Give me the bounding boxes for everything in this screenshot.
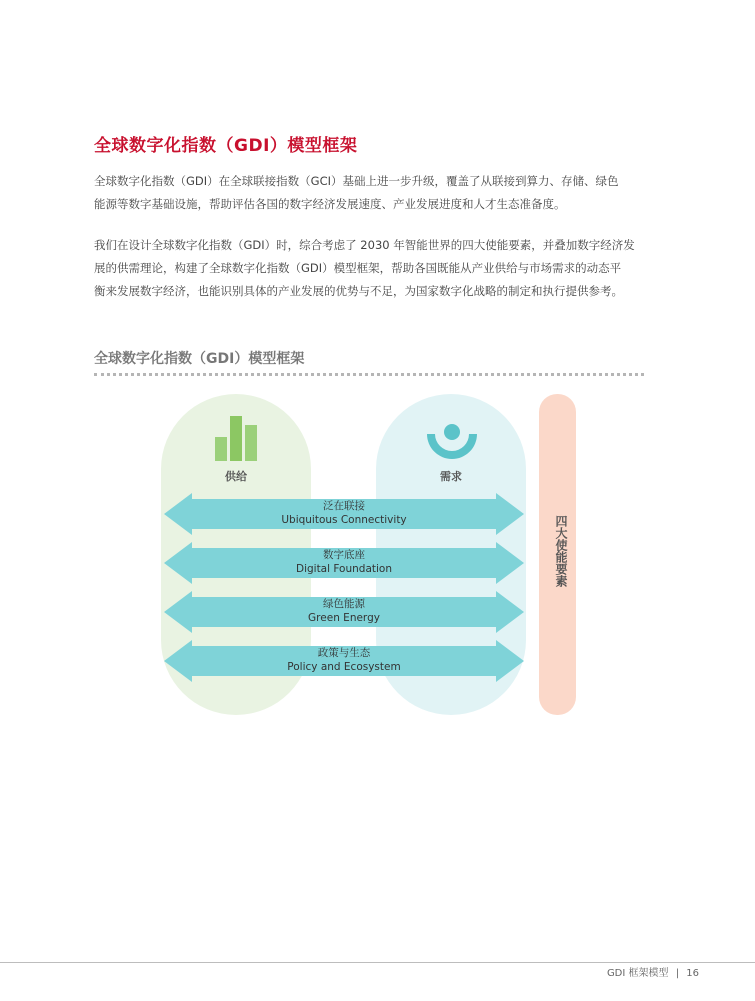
arrow-label-en: Green Energy xyxy=(308,612,380,624)
arrow-label-zh: 绿色能源 xyxy=(323,598,365,610)
arrow-policy-ecosystem xyxy=(164,640,524,682)
paragraph-line: 我们在设计全球数字化指数（GDI）时，综合考虑了 2030 年智能世界的四大使能要素，并叠加数字经济发 xyxy=(94,238,635,252)
demand-label: 需求 xyxy=(440,470,462,483)
paragraph-line: 衡来发展数字经济，也能识别具体的产业发展的优势与不足，为国家数字化战略的制定和执行提供参考。 xyxy=(94,284,623,298)
footer-separator: | xyxy=(675,968,680,979)
page-title: 全球数字化指数（GDI）模型框架 xyxy=(94,136,358,156)
page-footer xyxy=(607,964,699,979)
footer-divider xyxy=(0,962,755,963)
page-number: 16 xyxy=(686,968,699,979)
paragraph-line: 能源等数字基础设施，帮助评估各国的数字经济发展速度、产业发展进度和人才生态准备度。 xyxy=(94,197,566,211)
arrow-label-en: Policy and Ecosystem xyxy=(287,661,401,673)
arrow-green-energy xyxy=(164,591,524,633)
arrow-label-zh: 数字底座 xyxy=(323,549,365,561)
arrow-digital-foundation xyxy=(164,542,524,584)
paragraph-line: 全球数字化指数（GDI）在全球联接指数（GCI）基础上进一步升级，覆盖了从联接到算力、存储、绿色 xyxy=(94,174,619,188)
mission-label: 四大使能要素 xyxy=(554,515,568,587)
figure-divider xyxy=(94,373,644,376)
intro-paragraph xyxy=(94,170,646,216)
paragraph-line: 展的供需理论，构建了全球数字化指数（GDI）模型框架，帮助各国既能从产业供给与市场需求的动态平 xyxy=(94,261,622,275)
arrow-label-zh: 泛在联接 xyxy=(323,500,365,512)
design-paragraph xyxy=(94,234,646,303)
arrow-connectivity xyxy=(164,493,524,535)
supply-label: 供给 xyxy=(225,470,247,483)
person-icon xyxy=(425,422,479,460)
arrow-label-en: Digital Foundation xyxy=(295,563,392,575)
arrow-label-zh: 政策与生态 xyxy=(317,647,371,659)
footer-label: GDI 框架模型 xyxy=(606,968,669,979)
arrow-label-en: Ubiquitous Connectivity xyxy=(281,514,407,526)
figure-title: 全球数字化指数（GDI）模型框架 xyxy=(94,351,305,367)
